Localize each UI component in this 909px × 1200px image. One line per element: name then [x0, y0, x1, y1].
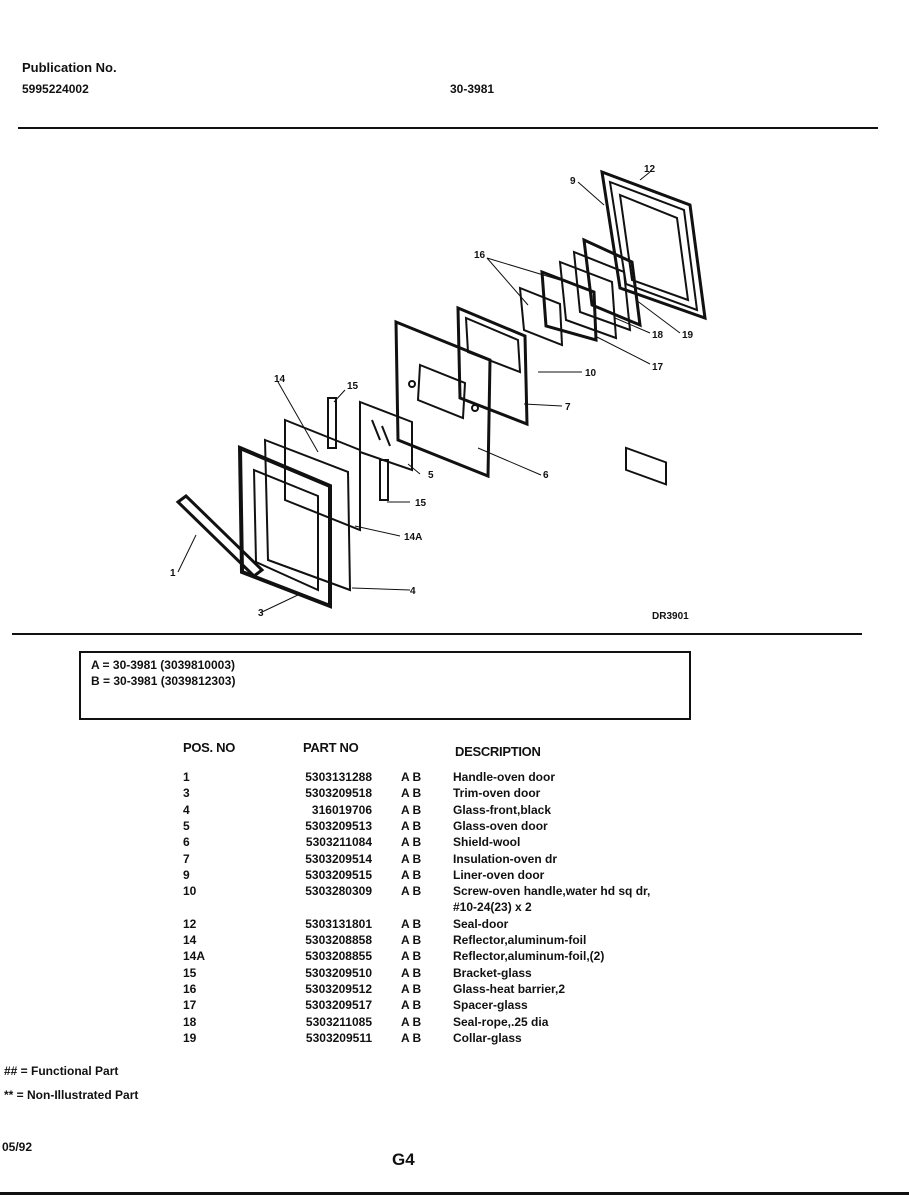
col-header-description: DESCRIPTION: [455, 744, 541, 759]
models-cell: A B: [401, 818, 422, 833]
description-cell: Glass-heat barrier,2: [453, 981, 566, 996]
legend-line-b: B = 30-3981 (3039812303): [91, 674, 236, 688]
callout-1: 1: [170, 568, 176, 579]
table-row: [0, 966, 909, 982]
description-cell: Bracket-glass: [453, 965, 532, 980]
models-cell: A B: [401, 884, 422, 899]
pos-cell: 6: [183, 835, 190, 850]
models-cell: A B: [401, 851, 422, 866]
handle-oven-door-shape: [178, 496, 262, 576]
part-number-cell: 5303208858: [305, 933, 372, 947]
models-cell: A B: [401, 1030, 422, 1045]
description-cell: Collar-glass: [453, 1030, 522, 1045]
callout-9: 9: [570, 176, 576, 187]
table-row: [0, 835, 909, 851]
page-number: G4: [392, 1150, 415, 1169]
callout-16: 16: [474, 250, 486, 261]
callout-7: 7: [565, 402, 571, 413]
pos-cell: 16: [183, 981, 197, 996]
models-cell: A B: [401, 965, 422, 980]
part-number-cell: 5303280309: [305, 884, 372, 899]
table-row: [0, 1031, 909, 1047]
models-cell: A B: [401, 867, 422, 882]
pos-cell: 9: [183, 867, 190, 882]
description-cell: Handle-oven door: [453, 770, 556, 784]
table-row: [0, 819, 909, 835]
pos-cell: 4: [183, 802, 190, 817]
description-cell: Trim-oven door: [453, 786, 541, 801]
part-number-cell: 5303209515: [305, 867, 372, 882]
callout-15-bottom: 15: [415, 498, 427, 509]
part-number-cell: 5303131288: [305, 770, 372, 784]
callout-3: 3: [258, 608, 264, 619]
models-cell: A B: [401, 998, 422, 1013]
pos-cell: 19: [183, 1030, 197, 1045]
callout-6: 6: [543, 470, 549, 481]
models-cell: A B: [401, 835, 422, 850]
models-cell: A B: [401, 786, 422, 801]
callout-10: 10: [585, 368, 597, 379]
table-row: [0, 933, 909, 949]
table-row: [0, 1015, 909, 1031]
insulation-shape: [458, 308, 527, 424]
table-row: [0, 770, 909, 786]
models-cell: A B: [401, 802, 422, 817]
callout-19: 19: [682, 330, 694, 341]
drawing-id: DR3901: [652, 611, 689, 622]
part-number-cell: 5303209518: [305, 786, 372, 801]
callout-18: 18: [652, 330, 664, 341]
pos-cell: 15: [183, 965, 197, 980]
description-cell: Reflector,aluminum-foil: [453, 933, 587, 947]
description-cell: Liner-oven door: [453, 867, 545, 882]
part-number-cell: 5303209512: [305, 981, 372, 996]
part-number-cell: 316019706: [311, 802, 372, 817]
pos-cell: 12: [183, 916, 197, 931]
table-row: [0, 949, 909, 965]
description-cell: Shield-wool: [453, 835, 521, 850]
callout-4: 4: [410, 586, 416, 597]
part-number-cell: 5303211084: [305, 835, 372, 850]
table-row: [0, 803, 909, 819]
models-cell: A B: [401, 916, 422, 931]
model-number: 30-3981: [450, 82, 495, 96]
callout-17: 17: [652, 362, 664, 373]
part-number-cell: 5303131801: [305, 916, 372, 931]
description-cell: Seal-door: [453, 916, 509, 931]
callout-12: 12: [644, 164, 656, 175]
footnote-functional: ## = Functional Part: [4, 1064, 119, 1078]
part-number-cell: 5303209513: [305, 818, 372, 833]
diagram-rule: [12, 633, 862, 635]
part-number-cell: 5303209511: [305, 1030, 372, 1045]
part-number-cell: 5303211085: [305, 1014, 372, 1029]
models-cell: A B: [401, 933, 422, 947]
pos-cell: 7: [183, 851, 190, 866]
description-cell: Glass-front,black: [453, 802, 552, 817]
callout-5: 5: [428, 470, 434, 481]
pos-cell: 3: [183, 786, 190, 801]
table-row: [0, 998, 909, 1014]
pos-cell: 18: [183, 1014, 197, 1029]
table-row: [0, 982, 909, 998]
part-number-cell: 5303209514: [305, 851, 372, 866]
part-number-cell: 5303209517: [305, 998, 372, 1013]
col-header-part: PART NO: [303, 740, 359, 755]
table-row: [0, 852, 909, 868]
description-cell: Glass-oven door: [453, 818, 548, 833]
models-cell: A B: [401, 1014, 422, 1029]
pos-cell: 14A: [183, 949, 206, 964]
model-legend-box: [79, 651, 691, 720]
callout-15-top: 15: [347, 381, 359, 392]
footnote-non-illustrated: ** = Non-Illustrated Part: [4, 1088, 139, 1102]
bracket-glass-bottom: [380, 460, 388, 500]
models-cell: A B: [401, 981, 422, 996]
publication-label: Publication No.: [22, 60, 117, 75]
pos-cell: 14: [183, 933, 197, 947]
table-row: [0, 900, 909, 916]
footer-rule: [0, 1192, 909, 1195]
publication-number: 5995224002: [22, 82, 89, 96]
pos-cell: 1: [183, 770, 190, 784]
part-number-cell: 5303209510: [305, 965, 372, 980]
col-header-pos: POS. NO: [183, 740, 236, 755]
description-cell: Spacer-glass: [453, 998, 528, 1013]
shield-wool-shape: [396, 322, 490, 476]
callout-14a: 14A: [404, 532, 423, 543]
liner-oven-door-shape: [620, 195, 688, 300]
description-cell: Seal-rope,.25 dia: [453, 1014, 549, 1029]
revision-date: 05/92: [2, 1140, 33, 1154]
callout-14: 14: [274, 374, 286, 385]
table-row: [0, 917, 909, 933]
table-row: [0, 884, 909, 900]
description-cell: Screw-oven handle,water hd sq dr,: [453, 884, 651, 899]
table-row: [0, 786, 909, 802]
pos-cell: 5: [183, 818, 190, 833]
part-number-cell: 5303208855: [305, 949, 372, 964]
models-cell: A B: [401, 949, 422, 964]
description-cell: #10-24(23) x 2: [453, 900, 532, 915]
legend-line-a: A = 30-3981 (3039810003): [91, 658, 235, 672]
pos-cell: 10: [183, 884, 197, 899]
pos-cell: 17: [183, 998, 197, 1013]
models-cell: A B: [401, 770, 422, 784]
table-row: [0, 868, 909, 884]
description-cell: Reflector,aluminum-foil,(2): [453, 949, 605, 964]
description-cell: Insulation-oven dr: [453, 851, 558, 866]
